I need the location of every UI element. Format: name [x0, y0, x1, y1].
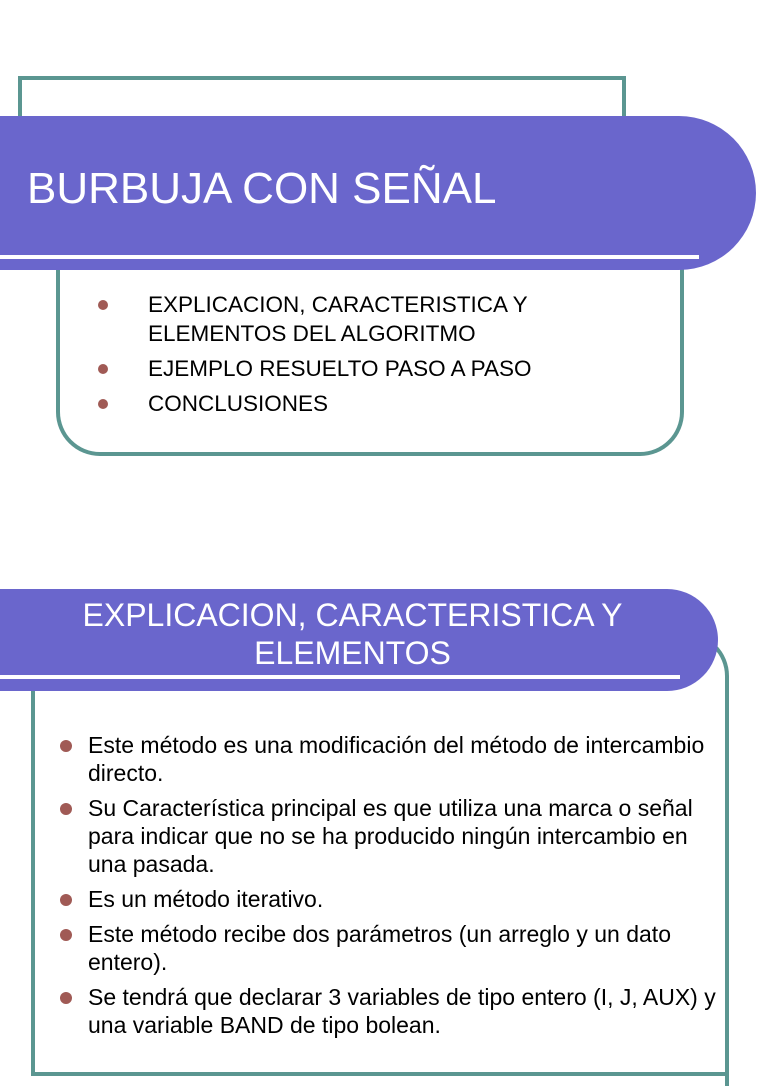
- slide-2: [0, 512, 768, 1038]
- slide-1: [0, 0, 768, 512]
- slide-2-bullet-item: [60, 983, 720, 1039]
- slide-2-bullet-item: [60, 794, 720, 878]
- slide-1-title-rule: [0, 255, 699, 259]
- slide-2-bullet-text: Se tendrá que declarar 3 variables de tipo entero (I, J, AUX) y una variable BAND de tipo bolean.: [88, 984, 716, 1038]
- bullet-dot-icon: [98, 300, 108, 310]
- slide-1-bullet-item: [98, 389, 618, 418]
- bullet-dot-icon: [60, 803, 72, 815]
- slide-2-bullet-item: [60, 731, 720, 787]
- bullet-dot-icon: [60, 929, 72, 941]
- slide-1-bullet-item: [98, 354, 618, 383]
- slide-2-title: EXPLICACION, CARACTERISTICA Y ELEMENTOS: [82, 597, 623, 671]
- slide-2-bullet-text: Este método es una modificación del método de intercambio directo.: [88, 732, 705, 786]
- slide-2-bullet-item: [60, 920, 720, 976]
- bullet-dot-icon: [98, 399, 108, 409]
- slide-1-title: BURBUJA CON SEÑAL: [27, 164, 497, 213]
- slide-1-bullet-text: EJEMPLO RESUELTO PASO A PASO: [148, 356, 532, 381]
- bullet-dot-icon: [60, 740, 72, 752]
- slide-1-bullet-text: EXPLICACION, CARACTERISTICA Y ELEMENTOS DEL ALGORITMO: [148, 292, 528, 346]
- slide-1-bullet-text: CONCLUSIONES: [148, 391, 329, 416]
- slide-2-bullet-text: Este método recibe dos parámetros (un arreglo y un dato entero).: [88, 921, 671, 975]
- bullet-dot-icon: [60, 992, 72, 1004]
- slide-1-bullet-list: [98, 290, 618, 424]
- slide-2-bullet-item: [60, 885, 720, 913]
- bullet-dot-icon: [98, 364, 108, 374]
- slide-2-title-rule: [0, 675, 680, 679]
- slide-2-bullet-text: Su Característica principal es que utiliza una marca o señal para indicar que no se ha producido ningún intercambio en una pasada.: [88, 795, 693, 877]
- slide-1-bullet-item: [98, 290, 618, 348]
- slide-2-bullet-text: Es un método iterativo.: [88, 886, 324, 912]
- bullet-dot-icon: [60, 894, 72, 906]
- slide-2-bullet-list: [60, 731, 720, 1046]
